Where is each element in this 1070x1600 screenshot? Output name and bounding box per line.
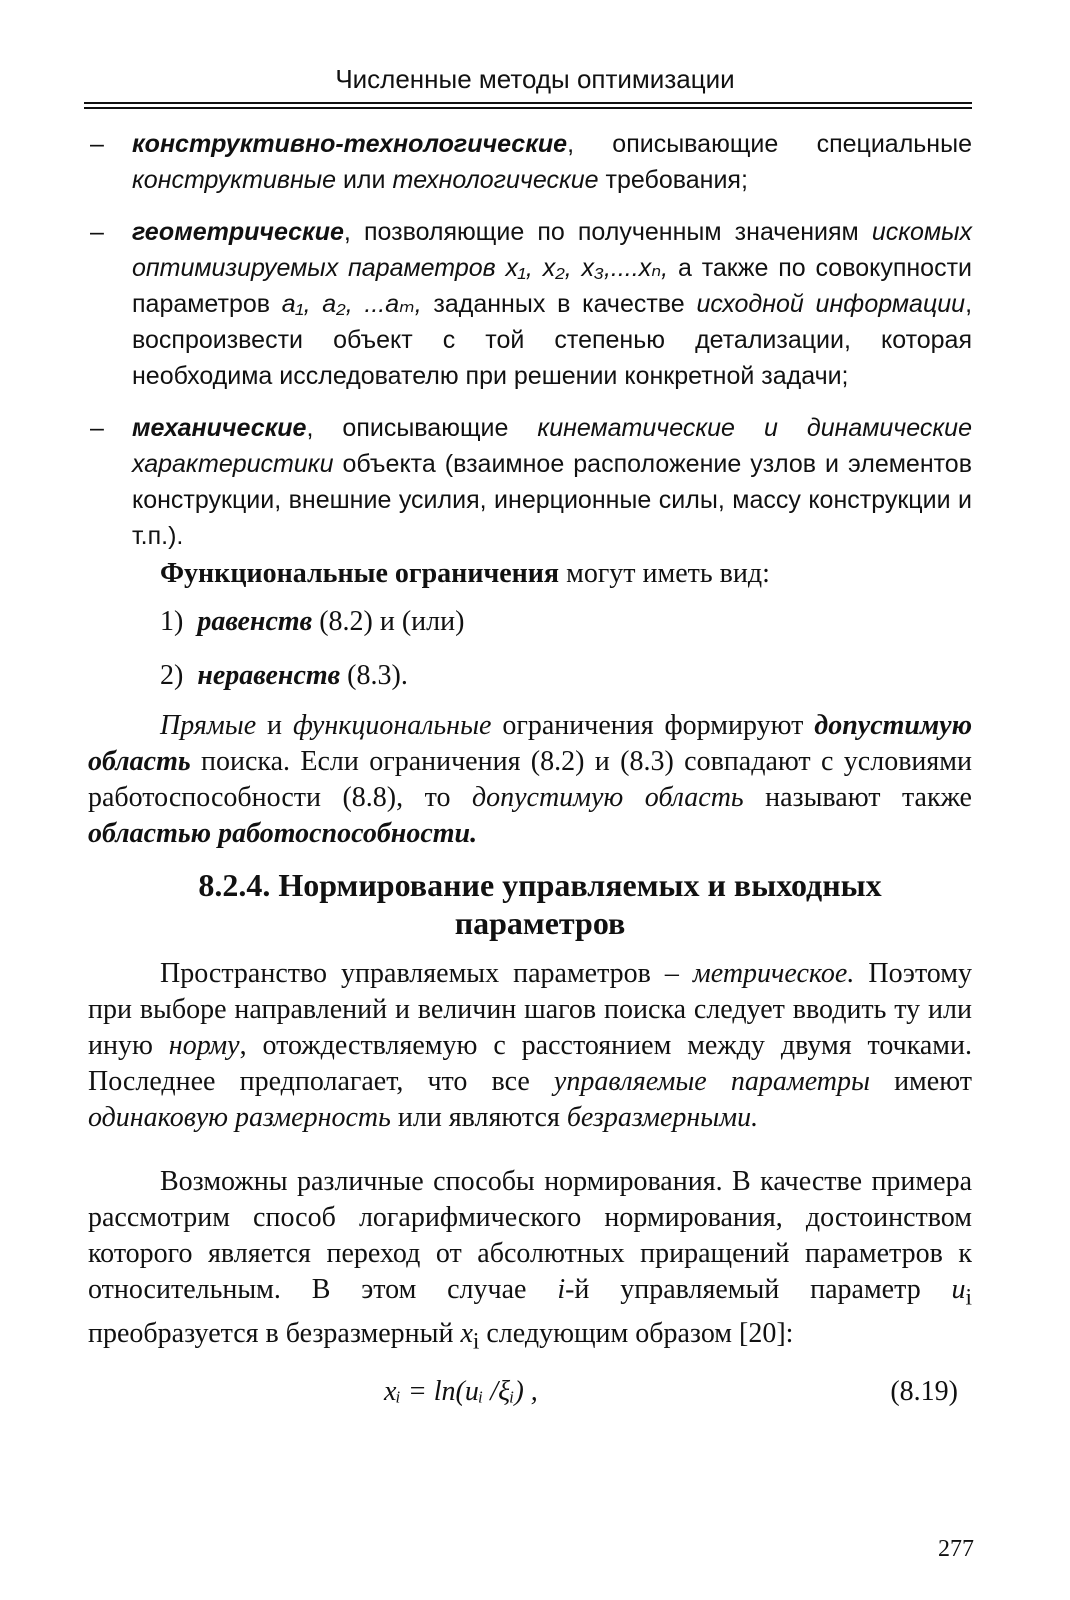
bullet-item-geometric	[72, 214, 972, 394]
italic-text: норму	[168, 1030, 240, 1061]
functional-item-2	[160, 660, 408, 692]
paragraph-permissible-region	[88, 708, 972, 852]
header-rule-top	[84, 102, 972, 104]
running-title: Численные методы оптимизации	[335, 64, 735, 94]
body-text: Возможны различные способы нормирования. В качестве примера рассмотрим способ логарифмического нормирования, достоинством которого является переход от абсолютных приращений параметров к относительным. В этом случае	[88, 1166, 972, 1305]
italic-text: u	[951, 1274, 966, 1305]
body-text: имеют	[869, 1066, 972, 1097]
functional-intro-text: могут иметь вид:	[559, 558, 770, 589]
bullet-dash: –	[90, 218, 104, 246]
bullet-italic: конструктивные	[132, 166, 337, 194]
italic-text: одинаковую размерность	[88, 1102, 391, 1133]
body-text: и	[256, 710, 293, 741]
constraint-bullet-list	[72, 126, 972, 570]
bullet-text: объекта (взаимное расположение узлов и элементов конструкции, внешние усилия, инерционные силы, массу конструкции и т.п.).	[132, 450, 972, 550]
italic-text: i	[557, 1274, 566, 1305]
bullet-text: , описывающие специальные	[567, 130, 972, 158]
bullet-text: или	[336, 166, 393, 194]
bullet-text: а также по совокупности параметров	[132, 254, 972, 318]
bullet-term: геометрические	[132, 218, 344, 246]
functional-bold-term: Функциональные ограничения	[160, 558, 560, 589]
body-text: преобразуется в безразмерный	[88, 1317, 461, 1349]
bullet-italic: кинематические и динамические характеристики	[132, 414, 972, 478]
header-rule-bottom	[84, 107, 972, 109]
item-text: (8.2) и (или)	[312, 606, 465, 637]
subscript: i	[965, 1284, 973, 1311]
section-heading-line-1: 8.2.4. Нормирование управляемых и выходных	[198, 867, 882, 903]
item-text: (8.3).	[340, 660, 408, 691]
bullet-italic: a₁, a₂, ...aₘ,	[281, 290, 422, 318]
item-number: 1)	[160, 606, 184, 637]
item-number: 2)	[160, 660, 184, 691]
bullet-dash: –	[90, 414, 104, 442]
body-text: называют также	[743, 782, 972, 813]
bold-italic-term: допустимую область	[88, 710, 973, 777]
formula	[384, 1376, 538, 1408]
section-heading-line-2: параметров	[454, 905, 626, 941]
bullet-text: , описывающие	[306, 414, 538, 442]
page-number: 277	[938, 1536, 974, 1562]
item-term: равенств	[197, 606, 313, 637]
paragraph-normalization-methods	[88, 1164, 972, 1359]
bullet-item-mechanical	[72, 410, 972, 554]
body-text: , отождествляемую с расстоянием между двумя точками. Последнее предполагает, что все	[88, 1030, 973, 1097]
bullet-text: , позволяющие по полученным значениям	[343, 218, 872, 246]
bullet-italic: исходной информации	[696, 290, 966, 318]
italic-text: метрическое.	[692, 958, 855, 989]
italic-text: управляемые параметры	[553, 1066, 870, 1097]
body-text: ограничения формируют	[491, 710, 815, 741]
bullet-item-constructive	[72, 126, 972, 198]
item-term: неравенств	[197, 660, 341, 691]
formula-number: (8.19)	[890, 1376, 958, 1407]
paragraph-parameter-space	[88, 956, 972, 1136]
italic-text: безразмерными.	[566, 1102, 759, 1133]
bullet-term: конструктивно-технологические	[132, 130, 568, 158]
body-text: следующим образом [20]:	[479, 1317, 794, 1349]
bold-italic-term: областью работоспособности.	[88, 818, 478, 849]
bullet-text: заданных в качестве	[421, 290, 697, 318]
bullet-term: механические	[132, 414, 307, 442]
body-text: поиска. Если ограничения (8.2) и (8.3) совпадают с условиями работоспособности (8.8), то	[88, 746, 972, 813]
section-heading	[130, 866, 950, 942]
bullet-dash: –	[90, 130, 104, 158]
body-text: Пространство управляемых параметров –	[160, 958, 693, 989]
body-text: Поэтому при выборе направлений и величин шагов поиска следует вводить ту или иную	[88, 958, 972, 1061]
italic-text: допустимую область	[471, 782, 744, 813]
italic-text: Прямые	[160, 710, 257, 741]
subscript: i	[472, 1328, 480, 1355]
bullet-italic: искомых оптимизируемых параметров x₁, x₂, x₃,....xₙ,	[132, 218, 972, 282]
italic-text: x	[460, 1317, 473, 1349]
formula-expression: xᵢ = ln(uᵢ /ξᵢ) ,	[384, 1376, 538, 1407]
body-text: или являются	[390, 1102, 567, 1133]
bullet-text: требования;	[598, 166, 748, 194]
functional-item-1	[160, 606, 464, 638]
bullet-text: , воспроизвести объект с той степенью детализации, которая необходима исследователю при решении конкретной задачи;	[132, 290, 973, 390]
functional-constraints-intro	[88, 556, 1044, 592]
body-text: -й управляемый параметр	[565, 1274, 952, 1305]
bullet-italic: технологические	[392, 166, 599, 194]
italic-text: функциональные	[292, 710, 492, 741]
